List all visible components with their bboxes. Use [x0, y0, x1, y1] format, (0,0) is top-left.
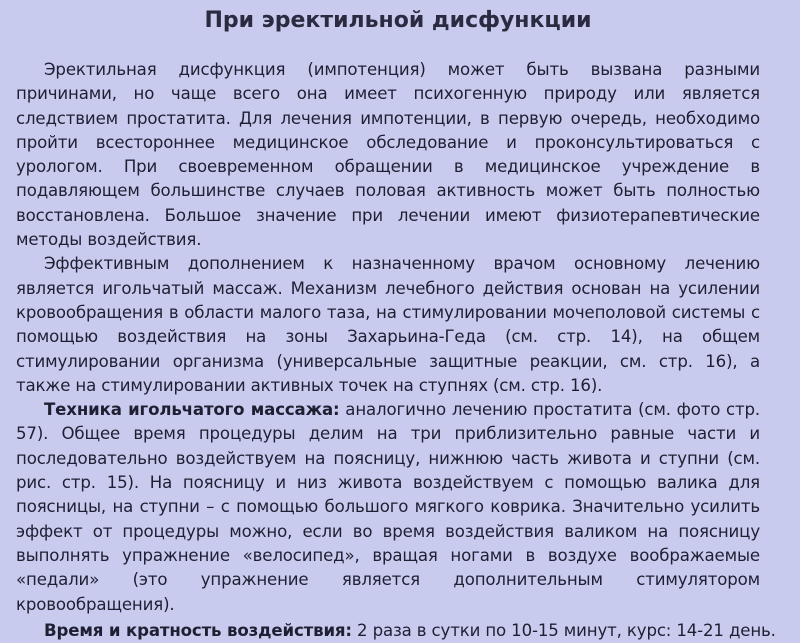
technique-label: Техника игольчатого массажа:: [44, 400, 340, 420]
duration-label: Время и кратность воздействия:: [44, 620, 352, 640]
technique-text: аналогично лечению простатита (см. фото стр. 57). Общее время процедуры делим на три приблизительно равные части и последовательно воздействуем на поясницу, нижнюю часть живота и ступни (см. рис. стр. 15). На поясницу и низ живота воздействуем с помощью валика для поясницы, на ступни – с помощью большого мягкого коврика. Значительно усилить эффект от процедуры можно, если во время воздействия валиком на поясницу выполнять упражнение «велосипед», вращая ногами в воздухе воображаемые «педали» (это упражнение является дополнительным стимулятором кровообращения).: [16, 400, 760, 614]
paragraph-duration: [16, 619, 776, 643]
paragraph-technique: [16, 398, 760, 617]
duration-text: 2 раза в сутки по 10-15 минут, курс: 14-21 день.: [351, 620, 776, 640]
paragraph-intro: Эректильная дисфункция (импотенция) может быть вызвана разными причинами, но чаще всего она имеет психогенную природу или является следствием простатита. Для лечения импотенции, в первую очередь, необходимо пройти всестороннее медицинское обследование и проконсультироваться с урологом. При своевременном обращении в медицинское учреждение в подавляющем большинстве случаев половая активность может быть полностью восстановлена. Большое значение при лечении имеют физиотерапевтические методы воздействия.: [16, 60, 760, 250]
paragraph-massage-effect: Эффективным дополнением к назначенному врачом основному лечению является игольчатый массаж. Механизм лечебного действия основан на усилении кровообращения в области малого таза, на стимулировании мочеполовой системы с помощью воздействия на зоны Захарьина-Геда (см. стр. 14), на общем стимулировании организма (универсальные защитные реакции, см. стр. 16), а также на стимулировании активных точек на ступнях (см. стр. 16).: [16, 254, 760, 395]
page-title: При эректильной дисфункции: [204, 8, 592, 33]
